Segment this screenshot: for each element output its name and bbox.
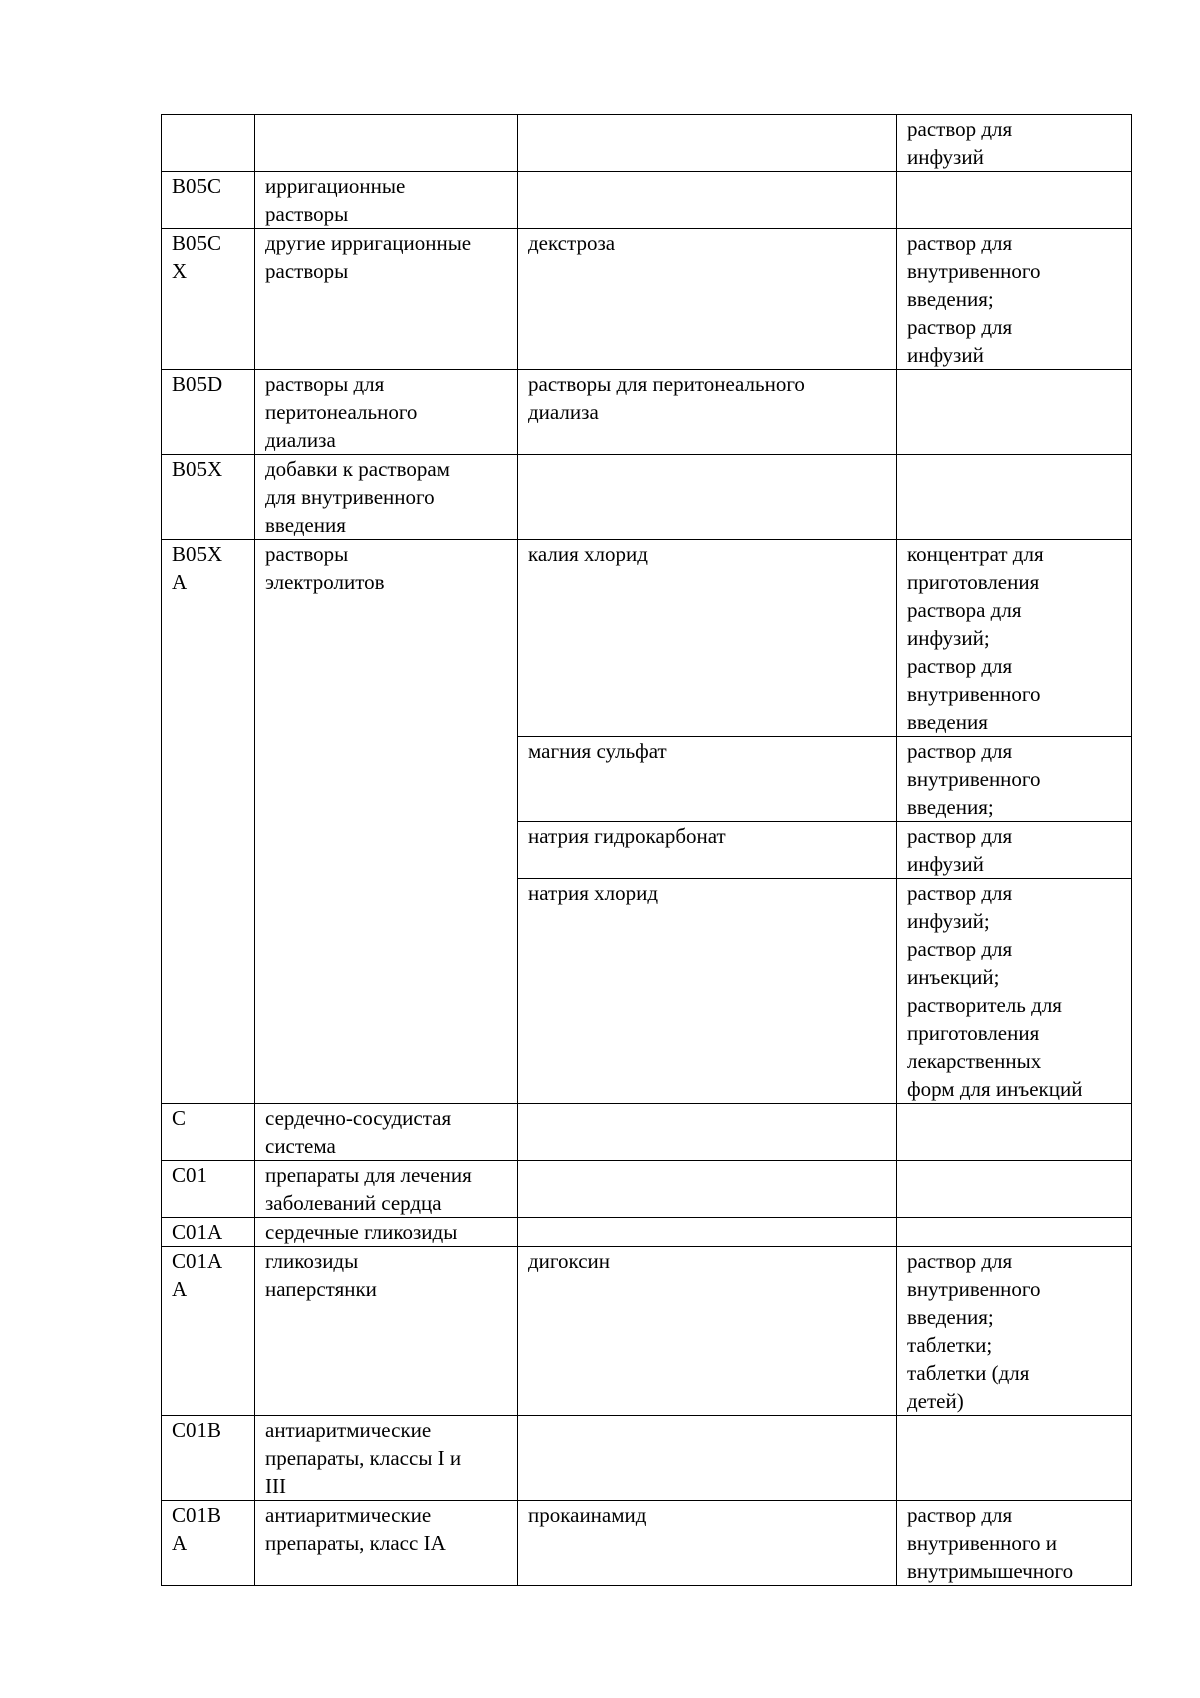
group-name-cell: другие ирригационные растворы <box>255 229 518 370</box>
drug-name-cell: декстроза <box>518 229 897 370</box>
drug-name-cell <box>518 115 897 172</box>
atc-code-cell: B05C X <box>162 229 255 370</box>
drug-name-cell: дигоксин <box>518 1247 897 1416</box>
group-name-cell: растворы электролитов <box>255 540 518 1104</box>
drug-name-cell <box>518 1161 897 1218</box>
drug-name-cell <box>518 1104 897 1161</box>
atc-code-cell: B05X A <box>162 540 255 1104</box>
atc-code-cell: C01B <box>162 1416 255 1501</box>
drug-name-cell <box>518 1416 897 1501</box>
table-row <box>162 115 1132 172</box>
drug-name-cell: натрия гидрокарбонат <box>518 822 897 879</box>
drug-name-cell <box>518 172 897 229</box>
drug-name-cell <box>518 455 897 540</box>
dosage-form-cell <box>897 1416 1132 1501</box>
atc-code-cell <box>162 115 255 172</box>
dosage-form-cell <box>897 370 1132 455</box>
dosage-form-cell <box>897 1104 1132 1161</box>
drug-name-cell: прокаинамид <box>518 1501 897 1586</box>
atc-code-cell: C <box>162 1104 255 1161</box>
atc-code-cell: B05X <box>162 455 255 540</box>
table-row <box>162 455 1132 540</box>
group-name-cell: антиаритмические препараты, класс IA <box>255 1501 518 1586</box>
group-name-cell: сердечно-сосудистая система <box>255 1104 518 1161</box>
drug-name-cell <box>518 1218 897 1247</box>
table-row <box>162 172 1132 229</box>
group-name-cell: препараты для лечения заболеваний сердца <box>255 1161 518 1218</box>
group-name-cell: добавки к растворам для внутривенного введения <box>255 455 518 540</box>
atc-code-cell: B05D <box>162 370 255 455</box>
dosage-form-cell: раствор для внутривенного введения; таблетки; таблетки (для детей) <box>897 1247 1132 1416</box>
dosage-form-cell <box>897 1161 1132 1218</box>
table-row <box>162 229 1132 370</box>
dosage-form-cell: концентрат для приготовления раствора для инфузий; раствор для внутривенного введения <box>897 540 1132 737</box>
dosage-form-cell: раствор для инфузий <box>897 115 1132 172</box>
dosage-form-cell <box>897 1218 1132 1247</box>
drug-name-cell: калия хлорид <box>518 540 897 737</box>
atc-code-cell: B05C <box>162 172 255 229</box>
group-name-cell: сердечные гликозиды <box>255 1218 518 1247</box>
table-row <box>162 1501 1132 1586</box>
drug-name-cell: натрия хлорид <box>518 879 897 1104</box>
dosage-form-cell: раствор для внутривенного введения; <box>897 737 1132 822</box>
table-row <box>162 1161 1132 1218</box>
atc-code-cell: C01 <box>162 1161 255 1218</box>
group-name-cell: растворы для перитонеального диализа <box>255 370 518 455</box>
dosage-form-cell: раствор для инфузий; раствор для инъекций; растворитель для приготовления лекарственных форм для инъекций <box>897 879 1132 1104</box>
table-row <box>162 1218 1132 1247</box>
drug-classification-table <box>161 114 1132 1586</box>
table-row <box>162 370 1132 455</box>
dosage-form-cell: раствор для инфузий <box>897 822 1132 879</box>
table-row <box>162 1104 1132 1161</box>
table-row <box>162 540 1132 737</box>
drug-name-cell: растворы для перитонеального диализа <box>518 370 897 455</box>
dosage-form-cell: раствор для внутривенного и внутримышечного <box>897 1501 1132 1586</box>
group-name-cell <box>255 115 518 172</box>
dosage-form-cell <box>897 172 1132 229</box>
atc-code-cell: C01A A <box>162 1247 255 1416</box>
table-row <box>162 1416 1132 1501</box>
dosage-form-cell: раствор для внутривенного введения; раствор для инфузий <box>897 229 1132 370</box>
dosage-form-cell <box>897 455 1132 540</box>
group-name-cell: антиаритмические препараты, классы I и III <box>255 1416 518 1501</box>
atc-code-cell: C01A <box>162 1218 255 1247</box>
group-name-cell: гликозиды наперстянки <box>255 1247 518 1416</box>
table-row <box>162 1247 1132 1416</box>
drug-name-cell: магния сульфат <box>518 737 897 822</box>
atc-code-cell: C01B A <box>162 1501 255 1586</box>
group-name-cell: ирригационные растворы <box>255 172 518 229</box>
